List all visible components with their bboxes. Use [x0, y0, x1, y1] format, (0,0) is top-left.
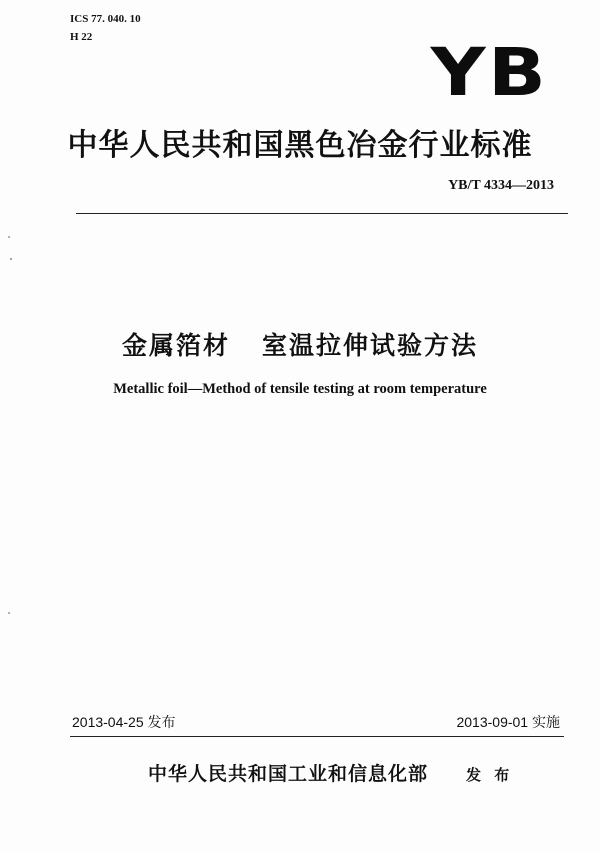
header-divider [76, 213, 568, 214]
issue-date: 2013-04-25 发布 [72, 714, 176, 730]
classification-code: H 22 [70, 31, 93, 43]
scan-speck [10, 258, 12, 260]
document-title-en: Metallic foil—Method of tensile testing at room temperature [113, 381, 487, 397]
document-title-cn: 金属箔材 室温拉伸试验方法 [121, 331, 479, 360]
yb-logo: YB [430, 34, 548, 111]
issuing-authority: 中华人民共和国工业和信息化部 [148, 763, 429, 785]
publish-label: 发 布 [466, 766, 514, 784]
standard-title: 中华人民共和国黑色冶金行业标准 [67, 128, 533, 163]
ics-code: ICS 77. 040. 10 [70, 13, 141, 25]
scan-speck [8, 612, 10, 614]
scan-speck [8, 236, 10, 238]
implementation-date: 2013-09-01 实施 [456, 714, 560, 730]
footer-divider [70, 736, 564, 737]
standard-number: YB/T 4334—2013 [448, 178, 554, 193]
